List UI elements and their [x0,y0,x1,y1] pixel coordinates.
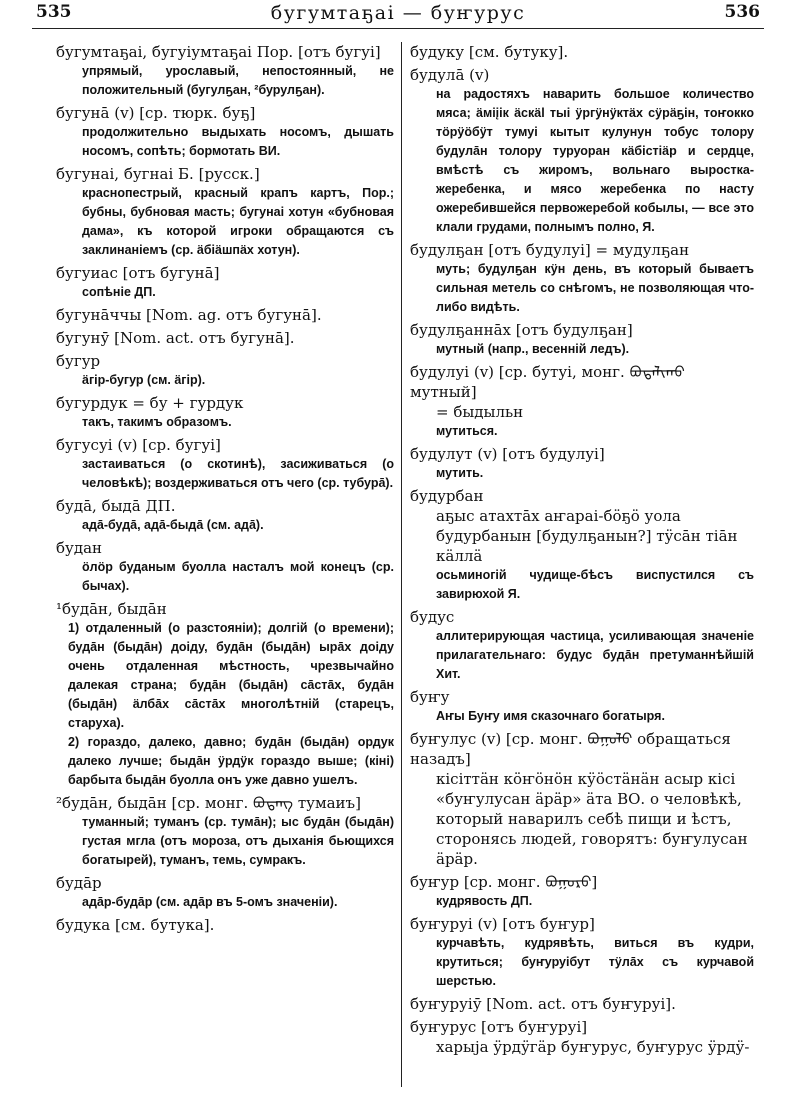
dictionary-entry [410,1017,754,1057]
gloss-sense-2: 2) гораздо, далеко, давно; будāн (быдāн) ордук далеко лучше; быдāн ӱрдӱк гораздо выше; (кіні) барбыта быдāн буолла онъ уже давно ушелъ. [68,735,394,787]
dictionary-entry [410,362,754,441]
dictionary-entry [56,42,394,100]
gloss: краснопестрый, красный крапъ картъ, Пор.; бубны, бубновая масть; бугунаі хотун «бубновая дама», къ которой игроки обращаются съ заклинаніемъ (ср. äбiäшпäх хотун). [82,186,394,257]
gloss: адā-будā, адā-быдā (см. адā). [82,518,264,532]
example: аҕыс атахтāх аҥараі-бöҕö уола будурбанын [будулҕанын?] тӱсāн тiāн кäллä [436,507,738,565]
gloss: муть; будулҕан кӱн день, въ который бываетъ сильная метель со снѣгомъ, не позволяющая что-либо видѣть. [436,262,754,314]
headword: будулҕан [отъ будулуі] = мудулҕан [410,241,690,259]
dictionary-entry [410,320,754,359]
page-number-right: 536 [724,2,760,22]
headword: буҥурус [отъ буҥуруі] [410,1018,588,1036]
gloss: на радостяхъ наварить большое количество мяса; äмiįiк äскäl тыі ӱргӱнӱктäх сӱрäҕiн, тоҥокко тöрӱöбӱт тумуі кытыт кулунун тобус толору будулāн толору туруоран кäбiстiäр и сердце, вмѣстѣ съ жиромъ, вольнаго выростка-жеребенка, и мясо жеребенка по насту ожеребившейся первожеребой кобылы, — все это клали грудами, полнымъ полно, Я. [436,87,754,234]
headword: будāр [56,874,102,892]
headword: будулā (v) [410,66,490,84]
gloss: кудрявость ДП. [436,894,533,908]
headword: бугунāччы [Nom. ag. отъ бугунā]. [56,306,322,324]
headword: бугунаі, бугнаі Б. [русск.] [56,165,260,183]
headword: будурбан [410,487,484,505]
headword: ¹будāн, быдāн [56,600,167,618]
headword: бугусуі (v) [ср. бугуі] [56,436,221,454]
dictionary-entry [56,393,394,432]
headword: ²будāн, быдāн [ср. монг. ᠪᠤᠳᠠᠩ тумаиъ] [56,794,361,812]
dictionary-entry [410,240,754,317]
gloss: Аҥы Буҥу имя сказочнаго богатыря. [436,709,665,723]
headword: бугурдук = бу + гурдук [56,394,244,412]
gloss: адāр-будāр (см. адāр въ 5-омъ значеніи). [82,895,338,909]
gloss: упрямый, урославый, непостоянный, не положительный (бугулҕан, ²бурулҕан). [82,64,394,97]
example: = быдыльн [436,403,524,421]
example: харыја ӱрдӱгäр буҥурус, буҥурус ӱрдӱ- [436,1038,750,1056]
gloss: осьминогій чудище-бѣсъ виспустился съ завирюхой Я. [436,568,754,601]
header-rule [32,28,764,29]
headword: будан [56,539,103,557]
headword: буҥуруі (v) [отъ буҥур] [410,915,595,933]
dictionary-entry [410,687,754,726]
headword: бугунӯ [Nom. act. отъ бугунā]. [56,329,295,347]
dictionary-entry [56,164,394,260]
running-title: бугумтаҕаі — буҥурус [270,2,526,24]
dictionary-entry [56,915,394,935]
dictionary-entry [56,496,394,535]
gloss: застаиваться (о скотинѣ), засиживаться (о человѣкѣ); воздерживаться отъ чего (ср. тубурā). [82,457,394,490]
dictionary-entry [56,351,394,390]
gloss: мутить. [436,466,484,480]
gloss: мутный (напр., весенній ледъ). [436,342,630,356]
dictionary-entry [56,305,394,325]
headword: будулҕаннāх [отъ будулҕан] [410,321,633,339]
dictionary-entry [56,599,394,790]
page-number-left: 535 [36,2,72,22]
dictionary-entry [56,103,394,161]
gloss: туманный; туманъ (ср. тумāн); ыс будāн (быдāн) густая мгла (отъ мороза, отъ дыханія бьющихся богатырей), туманъ, темь, сумракъ. [82,815,394,867]
headword: буҥур [ср. монг. ᠪᠤᠭᠤᠷᠤ] [410,873,598,891]
headword: бугунā (v) [ср. тюрк. буҕ] [56,104,256,122]
dictionary-entry [410,42,754,62]
headword: будус [410,608,455,626]
headword: будуку [см. бутуку]. [410,43,569,61]
headword: бугумтаҕаі, бугуіумтаҕаі Пор. [отъ бугуі] [56,43,381,61]
headword: будука [см. бутука]. [56,916,215,934]
left-column [56,42,394,938]
dictionary-entry [56,538,394,596]
dictionary-entry [410,914,754,991]
gloss: öлöр буданым буолла насталъ мой конецъ (ср. бычах). [82,560,394,593]
page-header [36,2,760,28]
gloss: мутиться. [436,424,498,438]
example: кiсiттäн кöҥöнöн кӱöстäнäн асыр кiсi «буҥулусан äрäр» äта ВО. о человѣкѣ, который наварилъ себѣ пищи и ѣстъ, сторонясь людей, говорятъ: буҥулусан äрäр. [436,770,748,868]
dictionary-entry [410,994,754,1014]
headword: бугур [56,352,101,370]
dictionary-entry [410,444,754,483]
dictionary-entry [56,328,394,348]
headword: буҥулус (v) [ср. монг. ᠪᠤᠭᠤᠯᠤ обращаться назадъ] [410,730,731,768]
headword: бугуиас [отъ бугунā] [56,264,220,282]
headword: будā, быдā ДП. [56,497,176,515]
headword: будулут (v) [отъ будулуі] [410,445,605,463]
headword: будулуі (v) [ср. бутуі, монг. ᠪᠤᠳᠠᠯᠢᠬᠤ мутный] [410,363,685,401]
dictionary-entry [56,793,394,870]
dictionary-entry [410,486,754,604]
gloss: продолжительно выдыхать носомъ, дышать носомъ, сопѣть; бормотать ВИ. [82,125,394,158]
dictionary-entry [56,263,394,302]
headword: буҥуруіӯ [Nom. act. отъ буҥуруі]. [410,995,676,1013]
headword: буҥу [410,688,450,706]
column-divider [401,42,402,1087]
gloss: такъ, такимъ образомъ. [82,415,232,429]
dictionary-entry [410,729,754,869]
gloss: аллитерирующая частица, усиливающая значеніе прилагательнаго: будус будāн претуманнѣйшій Хит. [436,629,754,681]
dictionary-entry [56,435,394,493]
gloss: курчавѣть, кудрявѣть, виться въ кудри, крутиться; буҥуруібут тӱлāх съ курчавой шерстью. [436,936,754,988]
dictionary-entry [410,872,754,911]
gloss-sense-1: 1) отдаленный (о разстояніи); долгій (о времени); будāн (быдāн) доіду, будāн (быдāн) ырāх доіду очень отдаленная мѣстность, чрезвычайно далекая страна; будāн (быдāн) сāстāх, будāн (быдāн) äлбāх сāстāх многолѣтній (старецъ, старуха). [68,621,394,730]
right-column [410,42,754,1060]
gloss: äгip-бугур (см. äгip). [82,373,206,387]
gloss: сопѣніе ДП. [82,285,156,299]
dictionary-entry [410,607,754,684]
dictionary-entry [410,65,754,237]
dictionary-entry [56,873,394,912]
